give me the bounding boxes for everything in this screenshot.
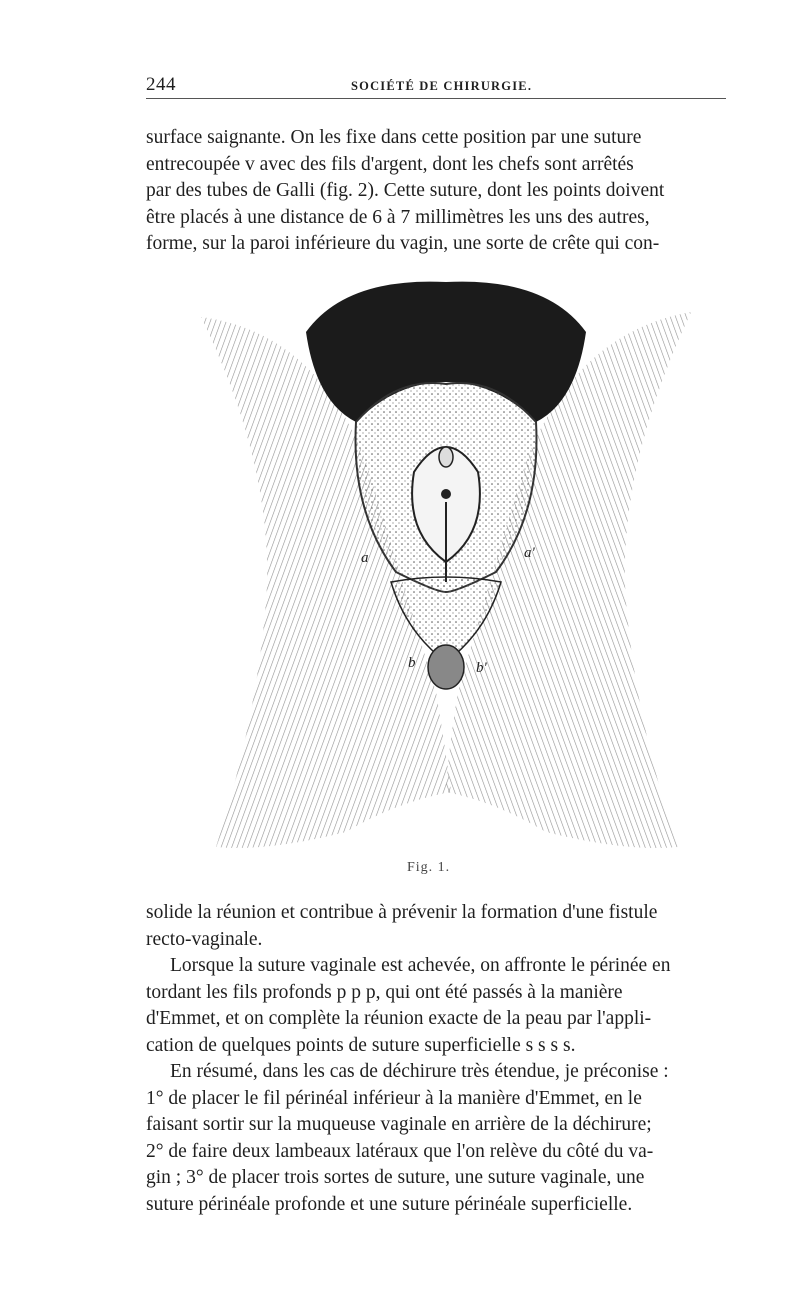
figure-caption: Fig. 1. xyxy=(407,860,451,875)
text-line: suture périnéale profonde et une suture périnéale superficielle. xyxy=(146,1193,633,1215)
anus xyxy=(428,645,464,689)
anatomical-engraving xyxy=(196,272,696,867)
text-line: solide la réunion et contribue à prévenir la formation d'une fistule xyxy=(146,902,658,923)
bottom-text xyxy=(146,900,736,1218)
text-line: tordant les fils profonds p p p, qui ont été passés à la manière xyxy=(146,981,623,1003)
top-paragraph xyxy=(146,125,736,258)
page-header xyxy=(146,72,726,98)
text-line: faisant sortir sur la muqueuse vaginale en arrière de la déchirure; xyxy=(146,1114,652,1135)
text-line: gin ; 3° de placer trois sortes de suture, une suture vaginale, une xyxy=(146,1167,645,1188)
header-rule xyxy=(146,98,726,99)
text-line: cation de quelques points de suture superficielle s s s s. xyxy=(146,1034,576,1056)
figure-label-b: b xyxy=(408,655,416,671)
text-line: par des tubes de Galli (fig. 2). Cette suture, dont les points doivent xyxy=(146,180,665,201)
figure-label-a-prime: a' xyxy=(524,545,535,561)
figure-label-a: a xyxy=(361,550,369,566)
text-line: entrecoupée v avec des fils d'argent, dont les chefs sont arrêtés xyxy=(146,153,634,175)
page-number: 244 xyxy=(146,74,176,95)
text-line: 1° de placer le fil périnéal inférieur à la manière d'Emmet, en le xyxy=(146,1087,642,1109)
text-line: 2° de faire deux lambeaux latéraux que l'on relève du côté du va- xyxy=(146,1140,654,1162)
figure-label-b-prime: b' xyxy=(476,660,487,676)
text-line: En résumé, dans les cas de déchirure très étendue, je préconise : xyxy=(170,1061,669,1082)
text-line: recto-vaginale. xyxy=(146,928,263,950)
text-line: forme, sur la paroi inférieure du vagin, une sorte de crête qui con- xyxy=(146,233,660,254)
running-title: SOCIÉTÉ DE CHIRURGIE. xyxy=(351,79,533,93)
meatus xyxy=(441,489,451,499)
text-line: surface saignante. On les fixe dans cette position par une suture xyxy=(146,127,642,148)
text-line: d'Emmet, et on complète la réunion exacte de la peau par l'appli- xyxy=(146,1008,652,1029)
text-line: Lorsque la suture vaginale est achevée, on affronte le périnée en xyxy=(170,955,671,976)
text-line: être placés à une distance de 6 à 7 millimètres les uns des autres, xyxy=(146,206,650,228)
clitoris xyxy=(439,447,453,467)
